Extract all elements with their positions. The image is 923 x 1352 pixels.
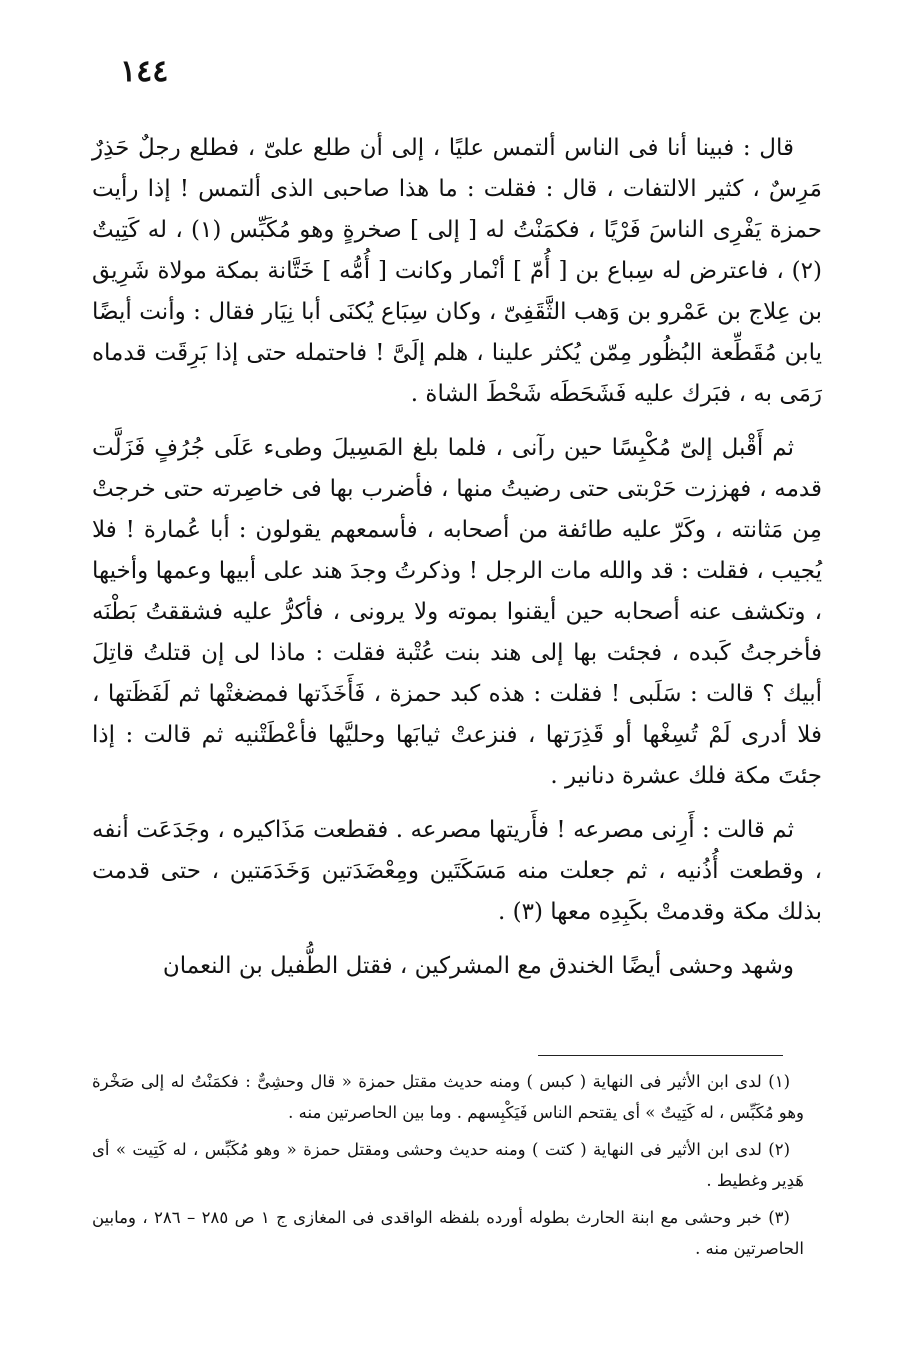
- footnotes: [92, 1066, 804, 1270]
- main-text: [92, 128, 822, 1000]
- page-number: ١٤٤: [120, 54, 169, 89]
- footnote: (١) لدى ابن الأثير فى النهاية ( كبس ) ومنه حديث مقتل حمزة « قال وحشِىٌّ : فكمَنْتُ له إلى صَخْرة وهو مُكَبِّس ، له كَتِيتٌ » أى يقتحم الناس فَيَكْبِسهم . وما بين الحاصرتين منه .: [92, 1072, 804, 1122]
- footnote: (٢) لدى ابن الأثير فى النهاية ( كتت ) ومنه حديث وحشى ومقتل حمزة « وهو مُكَبِّس ، له كَتِيت » أى هَدِير وغطيط .: [92, 1140, 804, 1190]
- paragraph: ثم أَقْبل إلىّ مُكْبِسًا حين رآنى ، فلما بلغ المَسِيلَ وطىء عَلَى جُرُفٍ فَزَلَّت قدمه ، فهززت حَرْبتى حتى رضيتُ منها ، فأضرب بها فى خاصِرته حتى خرجتْ مِن مَثانته ، وكَرّ عليه طائفة من أصحابه ، فأسمعهم يقولون : أبا عُمارة ! فلا يُجيب ، فقلت : قد والله مات الرجل ! وذكرتُ وجدَ هند على أبيها وعمها وأخيها ، وتكشف عنه أصحابه حين أيقنوا بموته ولا يرونى ، فأكرُّ عليه فشققتُ بَطْنَه فأخرجتُ كَبده ، فجئت بها إلى هند بنت عُتْبة فقلت : ماذا لى إن قتلتُ قاتِلَ أبيك ؟ قالت : سَلَبى ! فقلت : هذه كبد حمزة ، فَأَخَذَتها فمضغتْها ثم لَفَظَتها ، فلا أدرى لَمْ تُسِغْها أو قَذِرَتها ، فنزعتْ ثيابَها وحليَّها فأعْطَتْنيه ثم قالت : إذا جئتَ مكة فلك عشرة دنانير .: [92, 435, 822, 789]
- footnote: (٣) خبر وحشى مع ابنة الحارث بطوله أورده بلفظه الواقدى فى المغازى ج ١ ص ٢٨٥ – ٢٨٦ ، ومابين الحاصرتين منه .: [92, 1208, 804, 1258]
- paragraph: وشهد وحشى أيضًا الخندق مع المشركين ، فقتل الطُّفيل بن النعمان: [162, 953, 794, 979]
- paragraph: قال : فبينا أنا فى الناس ألتمس عليًا ، إلى أن طلع علىّ ، فطلع رجلٌ حَذِرٌ مَرِسٌ ، كثير الالتفات ، قال : فقلت : ما هذا صاحبى الذى ألتمس ! إذا رأيت حمزة يَفْرِى الناسَ فَرْيًا ، فكمَنْتُ له [ إلى ] صخرةٍ وهو مُكَبِّس (١) ، له كَتِيتٌ (٢) ، فاعترض له سِباع بن [ أُمّ ] أنْمار وكانت [ أُمُّه ] خَتَّانة بمكة مولاة شَرِيق بن عِلاج بن عَمْرو بن وَهب الثَّقَفِىّ ، وكان سِبَاع يُكنَى أبا نِيَار فقال : وأنت أيضًا يابن مُقَطِّعة البُظُور مِمّن يُكثر علينا ، هلم إلَىَّ ! فاحتمله حتى إذا بَرِقَت قدماه رَمَى به ، فبَرك عليه فَشَحَطَه شَحْطَ الشاة .: [92, 135, 822, 407]
- paragraph: ثم قالت : أَرِنى مصرعه ! فأَريتها مصرعه . فقطعت مَذَاكيره ، وجَدَعَت أنفه ، وقطعت أُذُنيه ، ثم جعلت منه مَسَكَتَين ومِعْضَدَتين وَخَدَمَتين ، حتى قدمت بذلك مكة وقدمتْ بكَبِدِه معها (٣) .: [92, 817, 822, 925]
- footnote-divider: [538, 1055, 783, 1056]
